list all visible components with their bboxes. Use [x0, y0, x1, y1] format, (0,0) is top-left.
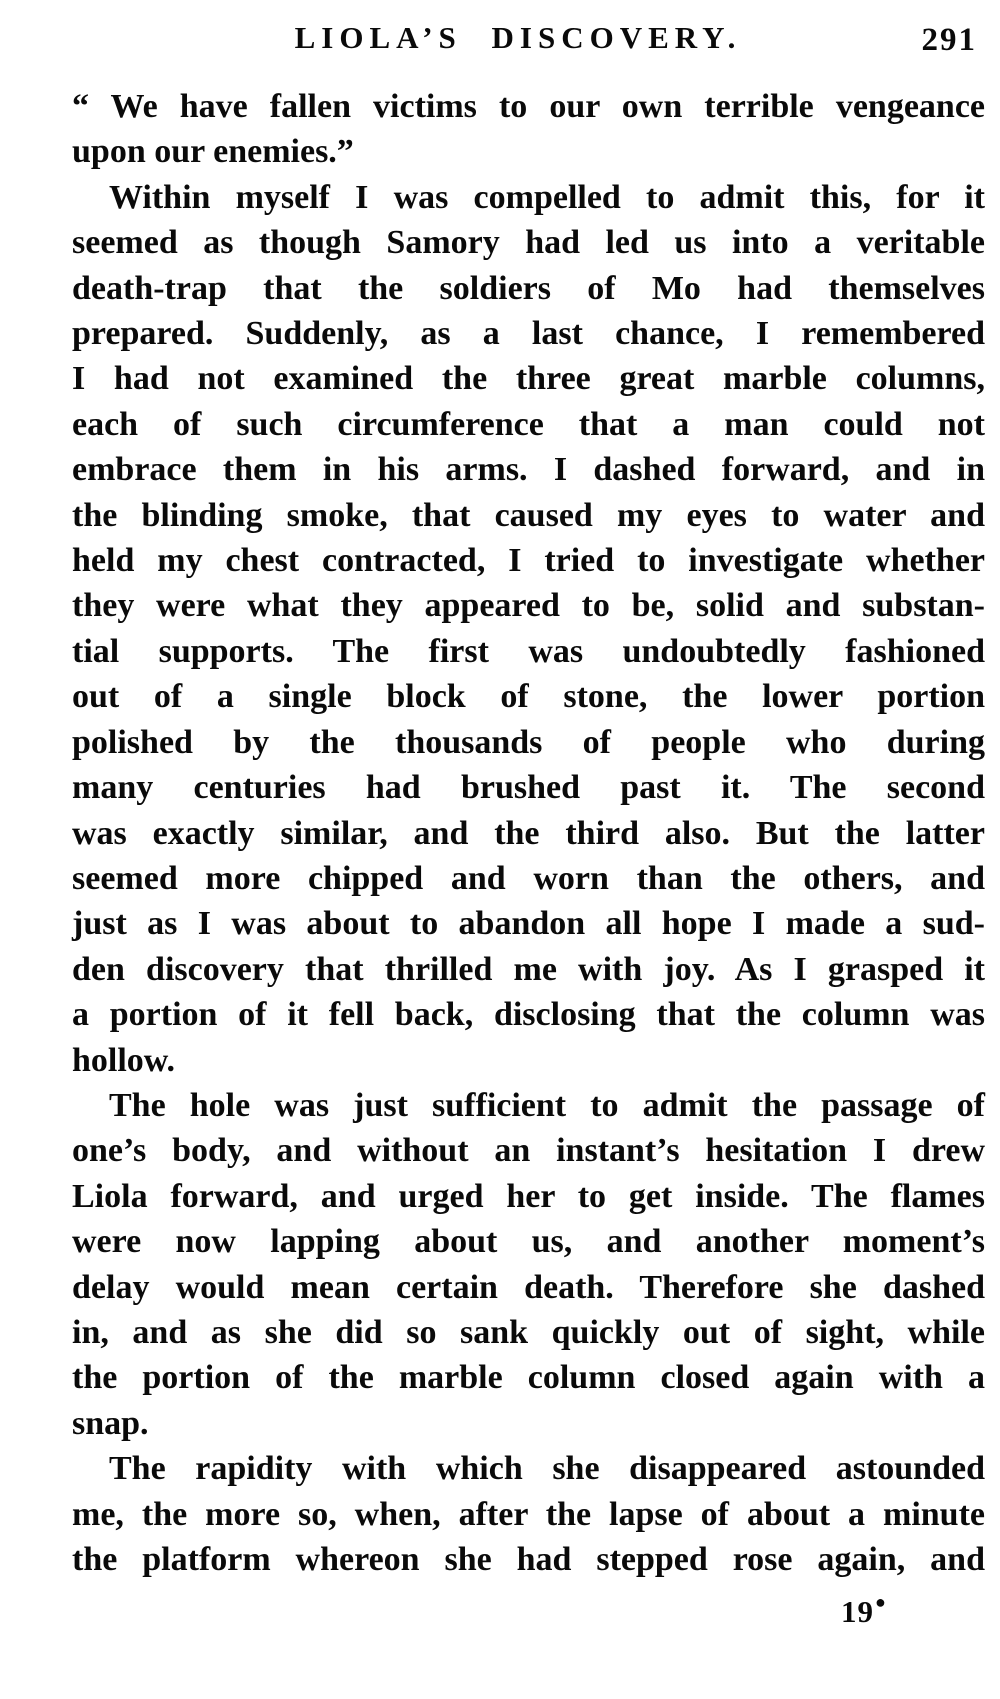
text-line: the blinding smoke, that caused my eyes to water and	[72, 496, 985, 534]
text-line: polished by the thousands of people who during	[72, 723, 985, 761]
text-line: seemed as though Samory had led us into a veritable	[72, 224, 985, 262]
text-line: prepared. Suddenly, as a last chance, I remembered	[72, 315, 985, 353]
text-line: tial supports. The first was undoubtedly fashioned	[72, 632, 985, 670]
text-line: were now lapping about us, and another moment’s	[72, 1223, 985, 1261]
body-text	[72, 84, 985, 1582]
text-line: just as I was about to abandon all hope I made a sud-	[72, 905, 985, 943]
text-line: upon our enemies.”	[72, 133, 354, 171]
text-line: death-trap that the soldiers of Mo had themselves	[72, 269, 985, 307]
text-line: out of a single block of stone, the lower portion	[72, 678, 985, 716]
text-line: Within myself I was compelled to admit this, for it	[109, 178, 985, 216]
text-line: I had not examined the three great marble columns,	[72, 360, 985, 398]
text-line: they were what they appeared to be, solid and substan-	[72, 587, 985, 625]
running-title: LIOLA’S DISCOVERY.	[294, 20, 742, 55]
signature-star-mark: ●	[875, 1592, 887, 1612]
text-line: many centuries had brushed past it. The second	[72, 769, 985, 807]
text-line: one’s body, and without an instant’s hesitation I drew	[72, 1132, 985, 1170]
text-line: a portion of it fell back, disclosing that the column was	[72, 996, 985, 1034]
text-line: “ We have fallen victims to our own terrible vengeance	[72, 88, 985, 125]
page-number: 291	[921, 22, 977, 58]
text-line: The rapidity with which she disappeared astounded	[109, 1450, 985, 1488]
text-line: seemed more chipped and worn than the others, and	[72, 859, 985, 897]
text-line: Liola forward, and urged her to get inside. The flames	[72, 1177, 985, 1215]
text-line: The hole was just sufficient to admit the passage of	[109, 1086, 985, 1124]
text-line: me, the more so, when, after the lapse of about a minute	[72, 1495, 985, 1533]
text-line: den discovery that thrilled me with joy. As I grasped it	[72, 950, 985, 988]
text-line: the platform whereon she had stepped rose again, and	[72, 1541, 985, 1578]
text-line: hollow.	[72, 1041, 175, 1079]
text-line: the portion of the marble column closed again with a	[72, 1359, 985, 1397]
printers-signature	[841, 1592, 887, 1630]
text-line: held my chest contracted, I tried to investigate whether	[72, 542, 985, 580]
text-line: delay would mean certain death. Therefore she dashed	[72, 1268, 985, 1306]
signature-number: 19	[841, 1594, 874, 1629]
text-line: in, and as she did so sank quickly out of sight, while	[72, 1313, 985, 1351]
text-line: embrace them in his arms. I dashed forward, and in	[72, 451, 985, 489]
text-line: was exactly similar, and the third also. But the latter	[72, 814, 985, 852]
text-line: each of such circumference that a man could not	[72, 405, 985, 443]
text-line: snap.	[72, 1404, 149, 1442]
